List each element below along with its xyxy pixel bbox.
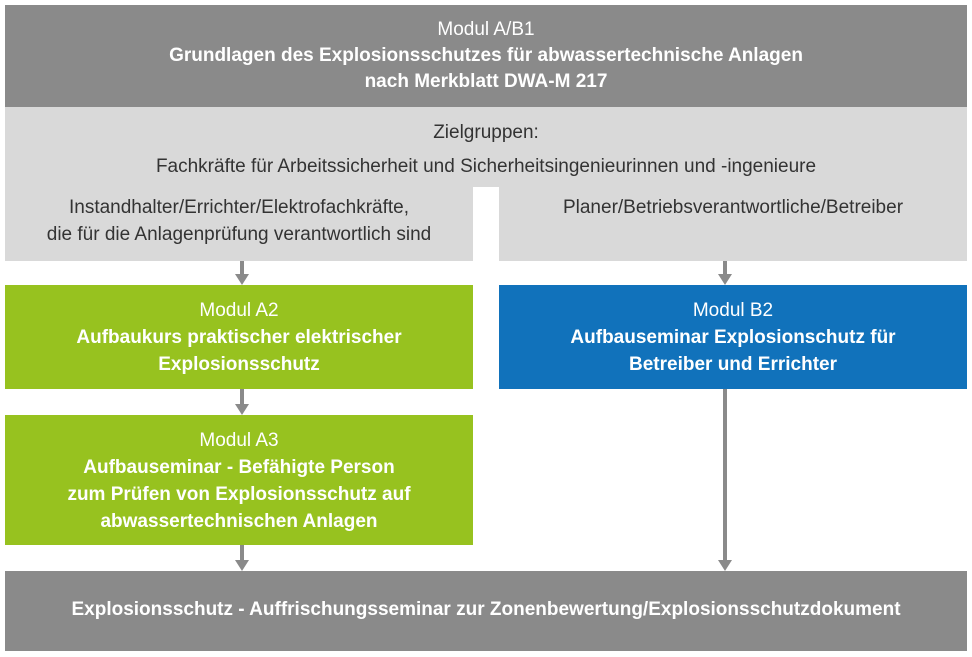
target-groups-common: Fachkräfte für Arbeitssicherheit und Sicherheitsingenieurinnen und -ingenieure <box>155 156 817 177</box>
module-a2-title-line2: Explosionsschutz <box>158 354 320 375</box>
target-group-right: Planer/Betriebsverantwortliche/Betreiber <box>562 197 904 218</box>
target-groups-heading: Zielgruppen: <box>433 122 539 143</box>
arrowhead-refresher-right <box>718 560 732 571</box>
arrowhead-b2 <box>718 274 732 285</box>
module-ab1-label: Modul A/B1 <box>437 19 535 40</box>
module-a3-label: Modul A3 <box>199 430 279 451</box>
arrowhead-refresher-left <box>235 560 249 571</box>
target-group-left-line1: Instandhalter/Errichter/Elektrofachkräfte, <box>68 197 410 218</box>
module-ab1-title-line1: Grundlagen des Explosionsschutzes für abwassertechnische Anlagen <box>169 45 803 66</box>
module-a3-title-line3: abwassertechnischen Anlagen <box>100 511 378 532</box>
module-a2-title-line1: Aufbaukurs praktischer elektrischer <box>76 327 402 348</box>
arrowhead-a3 <box>235 404 249 415</box>
module-b2-title-line1: Aufbauseminar Explosionschutz für <box>570 327 896 348</box>
refresher-seminar-title: Explosionsschutz - Auffrischungsseminar zur Zonenbewertung/Explosionsschutzdokument <box>71 599 901 620</box>
module-b2-title-line2: Betreiber und Errichter <box>629 354 837 375</box>
arrowhead-a2 <box>235 274 249 285</box>
target-group-left-line2: die für die Anlagenprüfung verantwortlich sind <box>46 224 432 245</box>
module-a2-label: Modul A2 <box>199 300 279 321</box>
module-b2-label: Modul B2 <box>692 300 774 321</box>
module-ab1-title-line2: nach Merkblatt DWA-M 217 <box>364 71 608 92</box>
module-a3-title-line2: zum Prüfen von Explosionsschutz auf <box>67 484 411 505</box>
module-a3-title-line1: Aufbauseminar - Befähigte Person <box>83 457 395 478</box>
